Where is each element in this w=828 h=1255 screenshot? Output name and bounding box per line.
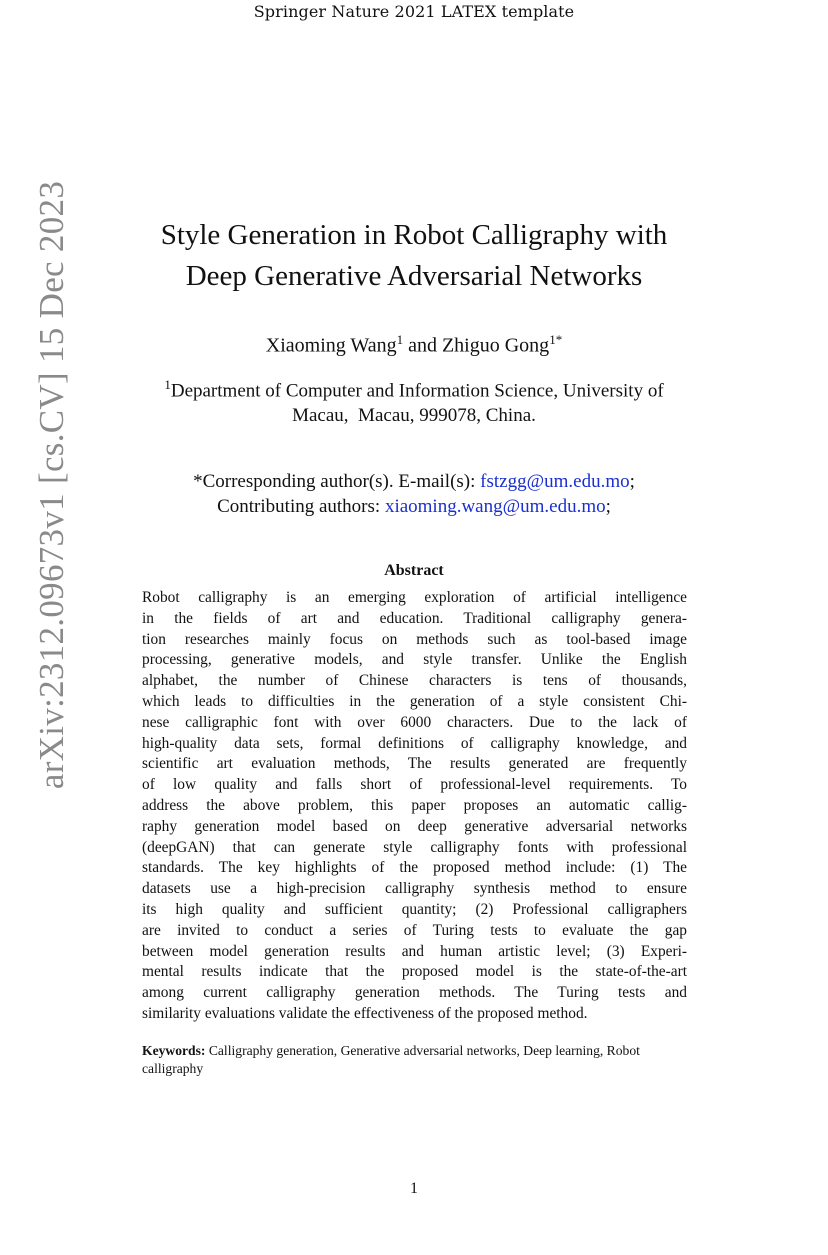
corresponding-email-link[interactable]: fstzgg@um.edu.mo xyxy=(480,471,630,492)
arxiv-identifier-stamp: arXiv:2312.09673v1 [cs.CV] 15 Dec 2023 xyxy=(32,180,71,790)
abstract-line: address the above problem, this paper proposes an automatic callig- xyxy=(142,796,687,814)
abstract-line: datasets use a high-precision calligraphy synthesis method to ensure xyxy=(142,880,687,898)
paper-title xyxy=(100,215,728,297)
abstract-line: its high quality and sufficient quantity; (2) Professional calligraphers xyxy=(142,900,687,918)
abstract-line: standards. The key highlights of the proposed method include: (1) The xyxy=(142,859,687,877)
abstract-line: between model generation results and human artistic level; (3) Experi- xyxy=(142,942,687,960)
corresponding-suffix: ; xyxy=(629,471,635,492)
contributing-email-link[interactable]: xiaoming.wang@um.edu.mo xyxy=(384,496,606,517)
abstract-line: raphy generation model based on deep generative adversarial networks xyxy=(142,817,687,835)
author-list xyxy=(100,332,728,358)
abstract-line: mental results indicate that the proposed model is the state-of-the-art xyxy=(142,963,687,981)
contributing-suffix: ; xyxy=(605,496,611,517)
abstract-line: alphabet, the number of Chinese characters is tens of thousands, xyxy=(142,672,687,690)
keywords-text: Calligraphy generation, Generative adversarial networks, Deep learning, Robot calligraphy xyxy=(142,1043,640,1076)
running-head: Springer Nature 2021 LATEX template xyxy=(253,2,575,21)
affiliation-line-1: Department of Computer and Information Science, University of xyxy=(170,380,664,402)
author-name: Zhiguo Gong xyxy=(441,334,550,357)
affiliation-line-2: Macau, Macau, 999078, China. xyxy=(292,405,536,427)
author-affiliation-marker: 1* xyxy=(549,332,563,347)
paper-title-line-1: Style Generation in Robot Calligraphy with xyxy=(160,219,668,251)
abstract-line: processing, generative models, and style transfer. Unlike the English xyxy=(142,651,687,669)
affiliation xyxy=(110,372,718,428)
abstract-line: nese calligraphic font with over 6000 characters. Due to the lack of xyxy=(142,713,687,731)
author-conjunction: and xyxy=(403,334,442,357)
affiliation-marker: 1 xyxy=(164,377,171,392)
abstract-line: tion researches mainly focus on methods such as tool-based image xyxy=(142,630,687,648)
abstract-line: in the fields of art and education. Traditional calligraphy genera- xyxy=(142,609,687,627)
abstract-line: among current calligraphy generation methods. The Turing tests and xyxy=(142,984,687,1002)
contributing-label: Contributing authors: xyxy=(217,496,385,517)
abstract-line: which leads to difficulties in the generation of a style consistent Chi- xyxy=(142,692,687,710)
abstract-line: Robot calligraphy is an emerging exploration of artificial intelligence xyxy=(142,589,687,606)
corresponding-author-line xyxy=(100,469,728,494)
abstract-heading: Abstract xyxy=(384,562,444,579)
abstract-line: are invited to conduct a series of Turing tests to evaluate the gap xyxy=(142,921,687,939)
contributing-authors-line xyxy=(100,494,728,519)
keywords xyxy=(142,1042,687,1078)
abstract-line: of low quality and falls short of professional-level requirements. To xyxy=(142,776,687,794)
author-name: Xiaoming Wang xyxy=(265,334,397,357)
contact-info xyxy=(100,469,728,519)
author-affiliation-marker: 1 xyxy=(396,332,404,347)
abstract-text xyxy=(142,588,687,1025)
abstract-line: scientific art evaluation methods, The results generated are frequently xyxy=(142,755,687,773)
page-number: 1 xyxy=(410,1180,418,1197)
corresponding-label: *Corresponding author(s). E-mail(s): xyxy=(193,471,481,492)
abstract-line: (deepGAN) that can generate style calligraphy fonts with professional xyxy=(142,838,687,856)
abstract-line: high-quality data sets, formal definitions of calligraphy knowledge, and xyxy=(142,734,687,752)
paper-title-line-2: Deep Generative Adversarial Networks xyxy=(185,260,643,292)
abstract-line: similarity evaluations validate the effectiveness of the proposed method. xyxy=(142,1004,588,1022)
keywords-label: Keywords: xyxy=(142,1043,206,1058)
